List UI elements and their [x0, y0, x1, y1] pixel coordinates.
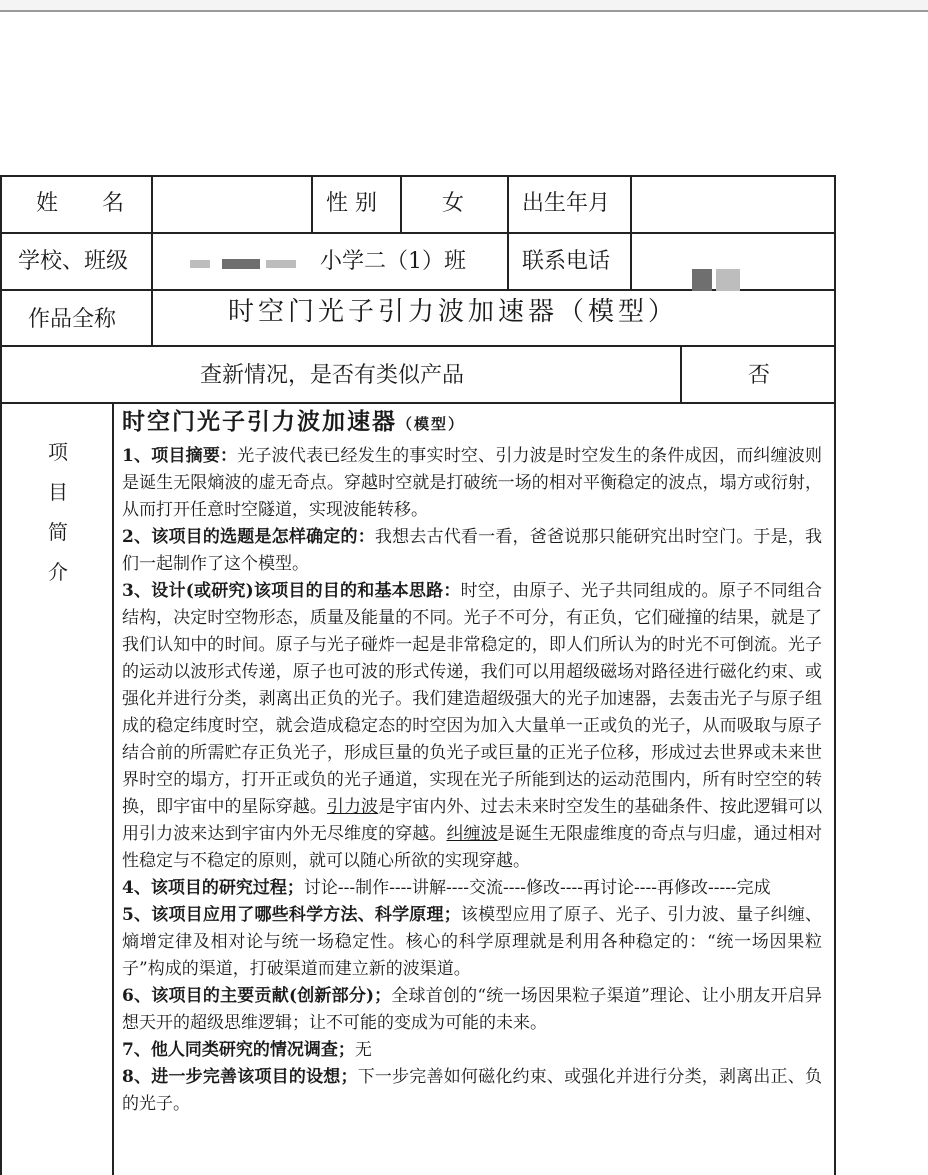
section-text: 下一步完善如何磁化约束、或强化并进行分类，剥离出正、负的光子。: [122, 1067, 822, 1114]
section-2: [122, 524, 822, 578]
row-divider: [0, 345, 836, 347]
section-6: [122, 983, 822, 1037]
intro-title: [122, 405, 822, 441]
section-text: 时空，由原子、光子共同组成的。原子不同组合结构，决定时空物形态，质量及能量的不同。光子不可分，有正负，它们碰撞的结果，就是了我们认知中的时间。原子与光子碰炸一起是非常稳定的，即人们所认为的时光不可倒流。光子的运动以波形式传递，原子也可波的形式传递，我们可以用超级磁场对路径进行磁化约束、或强化并进行分类，剥离出正负的光子。我们建造超级强大的光子加速器，去轰击光子与原子组成的稳定纬度时空，就会造成稳定态的时空因为加入大量单一正或负的光子，从而吸取与原子结合前的所需贮存正负光子，形成巨量的负光子或巨量的正光子位移，形成过去世界或未来世界时空的塌方，打开正或负的光子通道，实现在光子所能到达的运动范围内，所有时空空的转换，即宇宙中的星际穿越。: [122, 581, 823, 817]
column-divider: [680, 345, 682, 402]
application-form-table: [0, 175, 836, 1175]
section-text: 我想去古代看一看，爸爸说那只能研究出时空门。于是，我们一起制作了这个模型。: [122, 527, 823, 574]
phone-label: 联系电话: [522, 249, 611, 274]
redaction-mark: [190, 260, 210, 268]
section-4: [122, 875, 822, 902]
intro-title-text: 时空门光子引力波加速器: [122, 408, 397, 435]
redaction-mark: [692, 269, 712, 291]
section-heading: 4、该项目的研究过程；: [122, 878, 304, 898]
section-heading: 2、该项目的选题是怎样确定的：: [122, 527, 375, 547]
section-text: 无: [354, 1040, 372, 1060]
school-label: 学校、班级: [18, 249, 129, 274]
row-divider: [0, 232, 836, 234]
section-1: [122, 443, 822, 524]
name-label: 姓 名: [36, 191, 125, 216]
table-border-left: [0, 175, 2, 1175]
scan-top-edge: [0, 0, 928, 12]
work-title: 时空门光子引力波加速器（模型）: [228, 297, 679, 327]
intro-label-char: 目: [48, 480, 68, 504]
school-value: 小学二（1）班: [320, 249, 466, 274]
section-heading: 6、该项目的主要贡献(创新部分)；: [122, 986, 392, 1006]
column-divider: [112, 402, 114, 1175]
underlined-term: 纠缠波: [446, 824, 498, 844]
section-text: 是诞生无限虚维度的奇点与归虚，通过相对性稳定与不稳定的原则，就可以随心所欲的实现穿越。: [122, 824, 823, 871]
section-heading: 1、项目摘要：: [122, 446, 238, 466]
underlined-term: 引力波: [326, 797, 379, 817]
table-border-right: [834, 175, 836, 1175]
table-border-top: [0, 175, 836, 177]
intro-label-char: 介: [48, 560, 68, 584]
project-intro-content: [122, 405, 822, 1118]
section-heading: 5、该项目应用了哪些科学方法、科学原理；: [122, 905, 461, 925]
section-text: 光子波代表已经发生的事实时空、引力波是时空发生的条件成因，而纠缠波则是诞生无限熵波的虚无奇点。穿越时空就是打破统一场的相对平衡稳定的波点，塌方或衍射，从而打开任意时空隧道，实现波能转移。: [122, 446, 822, 520]
column-divider: [400, 175, 402, 232]
intro-vertical-label: [44, 432, 72, 592]
column-divider: [151, 175, 153, 345]
section-heading: 7、他人同类研究的情况调查；: [122, 1040, 355, 1060]
row-divider: [0, 402, 836, 404]
section-heading: 3、设计(或研究)该项目的目的和基本思路：: [122, 581, 461, 601]
birth-label: 出生年月: [522, 191, 611, 216]
novelty-value: 否: [748, 363, 771, 388]
section-text: 该模型应用了原子、光子、引力波、量子纠缠、熵增定律及相对论与统一场稳定性。核心的科学原理就是利用各种稳定的：“统一场因果粒子”构成的渠道，打破渠道而建立新的波渠道。: [122, 905, 823, 979]
section-3: [122, 578, 822, 875]
section-7: [122, 1037, 822, 1064]
intro-title-suffix: （模型）: [397, 415, 466, 433]
column-divider: [311, 175, 313, 232]
column-divider: [507, 175, 509, 289]
intro-label-char: 简: [48, 520, 68, 544]
section-5: [122, 902, 822, 983]
work-label: 作品全称: [28, 307, 117, 332]
redaction-mark: [222, 259, 260, 269]
section-heading: 8、进一步完善该项目的设想；: [122, 1067, 358, 1087]
section-text: 是宇宙内外、过去未来时空发生的基础条件、按此逻辑可以用引力波来达到宇宙内外无尽维度的穿越。: [122, 797, 823, 844]
section-text: 讨论---制作----讲解----交流----修改----再讨论----再修改-----完成: [303, 878, 771, 898]
novelty-label: 查新情况，是否有类似产品: [200, 363, 465, 388]
redaction-mark: [266, 260, 296, 268]
gender-label: 性 别: [326, 191, 377, 216]
section-8: [122, 1064, 822, 1118]
intro-label-char: 项: [48, 440, 68, 464]
section-text: 全球首创的“统一场因果粒子渠道”理论、让小朋友开启异想天开的超级思维逻辑；让不可能的变成为可能的未来。: [122, 986, 822, 1033]
column-divider: [630, 175, 632, 289]
gender-value: 女: [442, 191, 465, 216]
redaction-mark: [716, 269, 740, 291]
